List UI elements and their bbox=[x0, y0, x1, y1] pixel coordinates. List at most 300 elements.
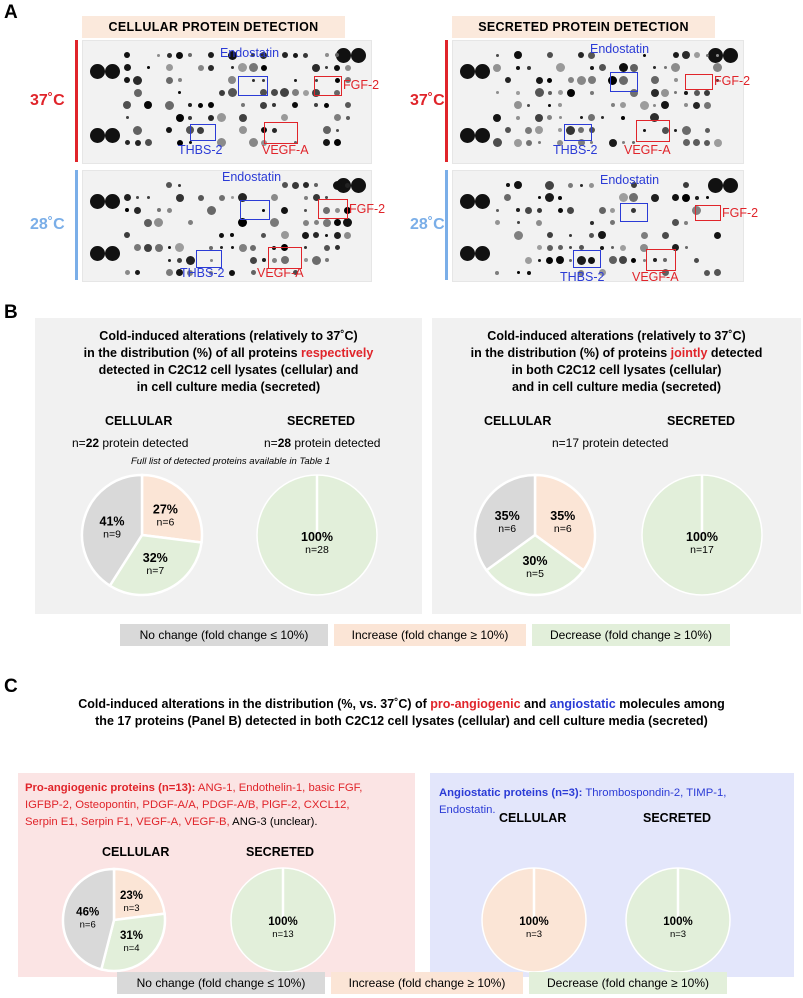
blot-spot bbox=[314, 183, 318, 187]
blot-spot bbox=[133, 76, 142, 85]
blot-spot bbox=[619, 256, 627, 264]
blot-spot bbox=[682, 51, 690, 59]
blot-spot bbox=[175, 243, 184, 252]
blot-spot bbox=[168, 259, 171, 262]
blot-spot bbox=[516, 116, 520, 120]
blot-spot bbox=[178, 91, 181, 94]
pro-line2: IGFBP-2, Osteopontin, PDGF-A/A, PDGF-A/B, PlGF-2, CXCL12, bbox=[25, 799, 350, 811]
blot-spot bbox=[609, 256, 617, 264]
blot-spot bbox=[335, 245, 340, 250]
box-fgf2-c28 bbox=[318, 199, 348, 219]
pie-c1-label-2: 46% bbox=[76, 906, 100, 919]
blot-spot bbox=[334, 139, 341, 146]
pie-c2-count-0: n=13 bbox=[272, 929, 294, 941]
panel-b-left-title bbox=[35, 328, 422, 396]
blot-spot bbox=[580, 116, 583, 119]
blot-spot bbox=[589, 183, 594, 188]
blot-spot bbox=[672, 219, 679, 226]
blot-spot bbox=[219, 90, 225, 96]
blot-spot bbox=[580, 184, 583, 187]
blot-spot bbox=[599, 64, 606, 71]
blot-spot bbox=[536, 77, 543, 84]
n-prefix: n= bbox=[264, 436, 278, 450]
temp-28-right: 28˚C bbox=[410, 216, 445, 233]
blot-spot bbox=[516, 66, 520, 70]
blot-spot bbox=[600, 246, 604, 250]
blot-spot bbox=[558, 245, 563, 250]
pie-c-pro-cellular bbox=[61, 867, 167, 973]
blot-spot bbox=[345, 65, 351, 71]
blot-reference-spot bbox=[460, 246, 475, 261]
title-line2-em: jointly bbox=[670, 346, 708, 360]
pie-c1-count-2: n=6 bbox=[79, 919, 96, 931]
blot-spot bbox=[325, 258, 329, 262]
blot-spot bbox=[609, 139, 617, 147]
temp-37-left: 37˚C bbox=[30, 92, 65, 109]
blot-reference-spot bbox=[708, 178, 723, 193]
blot-spot bbox=[134, 244, 141, 251]
blot-spot bbox=[527, 104, 530, 107]
blot-spot bbox=[281, 207, 288, 214]
pie-c4-count-0: n=3 bbox=[669, 929, 687, 941]
blot-spot bbox=[651, 89, 659, 97]
pie-b1-label-0: 27% bbox=[152, 502, 178, 517]
blot-spot bbox=[336, 129, 339, 132]
blot-spot bbox=[334, 219, 341, 226]
blot-spot bbox=[694, 52, 700, 58]
label-thbs2-c28: THBS-2 bbox=[180, 266, 225, 280]
pie-b1-count-1: n=7 bbox=[146, 565, 165, 578]
c-title-pre: Cold-induced alterations in the distribution (%, vs. 37˚C) of bbox=[78, 697, 431, 711]
blot-spot bbox=[314, 220, 319, 225]
blot-spot bbox=[661, 89, 669, 97]
blot-spot bbox=[334, 232, 341, 239]
blot-spot bbox=[324, 245, 330, 251]
n-value: 22 bbox=[85, 436, 100, 450]
blot-spot bbox=[569, 246, 572, 249]
blot-spot bbox=[578, 52, 584, 58]
pro-line1 bbox=[25, 780, 415, 797]
blot-spot bbox=[167, 53, 172, 58]
blot-spot bbox=[496, 209, 499, 212]
blot-spot bbox=[567, 89, 575, 97]
blot-spot bbox=[281, 114, 288, 121]
blot-spot bbox=[685, 246, 688, 249]
blot-spot bbox=[671, 63, 680, 72]
b-right-secreted-head: SECRETED bbox=[667, 414, 736, 428]
blot-spot bbox=[198, 65, 204, 71]
blot-spot bbox=[133, 126, 142, 135]
blot-spot bbox=[219, 195, 225, 201]
blot-spot bbox=[611, 103, 615, 107]
blot-spot bbox=[123, 101, 131, 109]
blot-spot bbox=[251, 270, 256, 275]
c-title-line1 bbox=[0, 696, 803, 713]
blot-spot bbox=[547, 115, 552, 120]
blot-spot bbox=[556, 256, 564, 264]
box-thbs2-c37 bbox=[190, 124, 216, 141]
legend-c-no-change: No change (fold change ≤ 10%) bbox=[117, 972, 325, 994]
blot-spot bbox=[157, 54, 160, 57]
pie-b1-label-2: 41% bbox=[99, 514, 125, 529]
blot-spot bbox=[333, 181, 342, 190]
blot-spot bbox=[517, 271, 520, 274]
blot-spot bbox=[166, 127, 172, 133]
blot-spot bbox=[538, 141, 541, 144]
blot-spot bbox=[599, 207, 606, 214]
blot-spot bbox=[292, 182, 299, 189]
pie-b2-count-0: n=28 bbox=[305, 544, 329, 557]
blot-spot bbox=[303, 90, 309, 96]
title-line1: Cold-induced alterations (relatively to 37˚C) bbox=[487, 329, 746, 343]
blot-spot bbox=[714, 269, 721, 276]
blot-spot bbox=[610, 220, 615, 225]
blot-spot bbox=[134, 89, 142, 97]
blot-spot bbox=[312, 256, 321, 265]
box-thbs2-s37 bbox=[564, 124, 592, 141]
pie-b4-label-0: 100% bbox=[686, 530, 718, 545]
blot-spot bbox=[559, 116, 562, 119]
pro-line1-text: ANG-1, Endothelin-1, basic FGF, bbox=[195, 782, 363, 794]
blot-spot bbox=[567, 207, 574, 214]
label-endostatin-c37: Endostatin bbox=[220, 46, 280, 60]
blot-spot bbox=[630, 64, 638, 72]
blot-spot bbox=[188, 116, 192, 120]
blot-spot bbox=[514, 101, 522, 109]
b-right-cellular-head: CELLULAR bbox=[484, 414, 552, 428]
blot-spot bbox=[166, 269, 173, 276]
blot-spot bbox=[694, 90, 700, 96]
box-vegfa-c37 bbox=[264, 122, 298, 144]
blot-spot bbox=[126, 116, 129, 119]
blot-spot bbox=[345, 102, 351, 108]
blot-spot bbox=[124, 77, 130, 83]
temp-37-right: 37˚C bbox=[410, 92, 445, 109]
panel-b-letter: B bbox=[4, 302, 18, 323]
warm-bar-left bbox=[75, 40, 78, 162]
blot-spot bbox=[496, 91, 499, 94]
legend-c-decrease: Decrease (fold change ≥ 10%) bbox=[529, 972, 727, 994]
blot-spot bbox=[525, 207, 532, 214]
pie-b-left-secreted bbox=[255, 473, 379, 597]
blot-spot bbox=[239, 114, 247, 122]
box-fgf2-s28 bbox=[695, 205, 721, 221]
blot-spot bbox=[674, 78, 678, 82]
label-endostatin-c28: Endostatin bbox=[222, 170, 282, 184]
anti-line2: Endostatin. bbox=[439, 804, 496, 816]
label-vegfa-c28: VEGF-A bbox=[257, 266, 304, 280]
blot-spot bbox=[514, 51, 522, 59]
blot-spot bbox=[538, 196, 541, 199]
blot-spot bbox=[334, 114, 341, 121]
blot-spot bbox=[631, 258, 636, 263]
blot-spot bbox=[590, 91, 594, 95]
blot-spot bbox=[335, 53, 339, 57]
pie-c1-count-1: n=4 bbox=[123, 942, 140, 954]
blot-spot bbox=[303, 220, 309, 226]
pie-c-anti-cellular bbox=[480, 866, 588, 974]
blot-spot bbox=[147, 66, 150, 69]
label-endostatin-s37: Endostatin bbox=[590, 42, 650, 56]
blot-spot bbox=[589, 233, 594, 238]
cellular-detection-title: CELLULAR PROTEIN DETECTION bbox=[82, 16, 345, 38]
blot-spot bbox=[176, 52, 183, 59]
c-title-post: molecules among bbox=[615, 697, 725, 711]
blot-spot bbox=[601, 116, 604, 119]
blot-spot bbox=[261, 233, 266, 238]
blot-spot bbox=[135, 270, 140, 275]
blot-spot bbox=[672, 194, 679, 201]
blot-spot bbox=[124, 194, 131, 201]
blot-spot bbox=[716, 54, 719, 57]
blot-spot bbox=[714, 232, 721, 239]
blot-reference-spot bbox=[351, 48, 366, 63]
blot-spot bbox=[312, 64, 320, 72]
blot-spot bbox=[651, 194, 659, 202]
blot-spot bbox=[620, 102, 626, 108]
box-vegfa-s37 bbox=[636, 120, 670, 142]
blot-spot bbox=[325, 234, 328, 237]
blot-spot bbox=[493, 64, 501, 72]
blot-spot bbox=[249, 138, 258, 147]
label-vegfa-s28: VEGF-A bbox=[632, 270, 679, 284]
blot-spot bbox=[568, 77, 574, 83]
blot-spot bbox=[136, 196, 139, 199]
blot-spot bbox=[208, 102, 214, 108]
blot-spot bbox=[674, 91, 677, 94]
blot-spot bbox=[144, 101, 152, 109]
blot-reference-spot bbox=[105, 128, 120, 143]
blot-spot bbox=[188, 220, 193, 225]
blot-spot bbox=[674, 129, 677, 132]
blot-spot bbox=[304, 246, 307, 249]
pie-c1-count-0: n=3 bbox=[123, 903, 140, 915]
blot-spot bbox=[684, 221, 688, 225]
blot-spot bbox=[536, 220, 542, 226]
blot-spot bbox=[537, 208, 542, 213]
blot-spot bbox=[505, 127, 511, 133]
blot-spot bbox=[178, 184, 181, 187]
blot-spot bbox=[304, 258, 308, 262]
blot-spot bbox=[271, 194, 278, 201]
title-line2-pre: in the distribution (%) of all proteins bbox=[83, 346, 302, 360]
blot-reference-spot bbox=[723, 48, 738, 63]
blot-spot bbox=[178, 78, 182, 82]
blot-spot bbox=[144, 219, 152, 227]
blot-spot bbox=[282, 182, 288, 188]
pro-line3 bbox=[25, 814, 415, 831]
blot-spot bbox=[640, 101, 649, 110]
blot-spot bbox=[661, 101, 669, 109]
blot-spot bbox=[303, 182, 309, 188]
blot-spot bbox=[610, 208, 615, 213]
b-right-n: n=17 protein detected bbox=[552, 436, 669, 450]
blot-spot bbox=[207, 206, 216, 215]
box-endostatin-s28 bbox=[620, 203, 648, 222]
blot-spot bbox=[682, 126, 691, 135]
blot-spot bbox=[208, 52, 214, 58]
b-left-cellular-head: CELLULAR bbox=[105, 414, 173, 428]
blot-spot bbox=[546, 257, 553, 264]
blot-spot bbox=[346, 116, 350, 120]
blot-spot bbox=[525, 257, 532, 264]
blot-spot bbox=[514, 139, 522, 147]
blot-spot bbox=[294, 79, 297, 82]
pro-line3-text: Serpin E1, Serpin F1, VEGF-A, VEGF-B, bbox=[25, 816, 230, 828]
blot-spot bbox=[653, 66, 656, 69]
pie-b4-count-0: n=17 bbox=[690, 544, 714, 557]
blot-reference-spot bbox=[475, 194, 490, 209]
blot-spot bbox=[165, 101, 174, 110]
blot-spot bbox=[619, 63, 628, 72]
label-thbs2-c37: THBS-2 bbox=[178, 143, 223, 157]
blot-spot bbox=[219, 233, 224, 238]
blot-spot bbox=[713, 63, 722, 72]
blot-spot bbox=[535, 114, 543, 122]
blot-spot bbox=[292, 102, 298, 108]
blot-spot bbox=[547, 78, 552, 83]
blot-spot bbox=[198, 103, 203, 108]
c-title-red: pro-angiogenic bbox=[430, 697, 521, 711]
title-line2 bbox=[35, 345, 422, 362]
blot-spot bbox=[154, 218, 163, 227]
blot-spot bbox=[569, 259, 572, 262]
blot-spot bbox=[527, 66, 531, 70]
blot-spot bbox=[558, 196, 562, 200]
pie-b3-label-0: 35% bbox=[550, 508, 576, 523]
blot-spot bbox=[271, 89, 278, 96]
title-line3: in both C2C12 cell lysates (cellular) bbox=[511, 363, 722, 377]
blot-spot bbox=[704, 90, 710, 96]
panel-a-letter: A bbox=[4, 2, 18, 23]
blot-spot bbox=[538, 259, 541, 262]
blot-spot bbox=[325, 53, 329, 57]
label-vegfa-s37: VEGF-A bbox=[624, 143, 671, 157]
blot-reference-spot bbox=[460, 128, 475, 143]
blot-spot bbox=[569, 234, 572, 237]
blot-spot bbox=[249, 63, 258, 72]
label-endostatin-s28: Endostatin bbox=[600, 173, 660, 187]
c-left-cellular-head: CELLULAR bbox=[102, 845, 170, 859]
blot-spot bbox=[495, 271, 499, 275]
blot-spot bbox=[621, 116, 625, 120]
title-line2 bbox=[432, 345, 801, 362]
blot-spot bbox=[537, 245, 542, 250]
blot-spot bbox=[535, 88, 544, 97]
blot-spot bbox=[270, 218, 279, 227]
blot-spot bbox=[250, 257, 257, 264]
blot-spot bbox=[598, 231, 606, 239]
pro-line3-black: ANG-3 (unclear). bbox=[229, 816, 318, 828]
title-line2-post: detected bbox=[707, 346, 763, 360]
blot-spot bbox=[629, 193, 638, 202]
title-line4: in cell culture media (secreted) bbox=[136, 380, 321, 394]
box-endostatin-c37 bbox=[238, 76, 268, 96]
pie-b-right-secreted bbox=[640, 473, 764, 597]
pie-b2-label-0: 100% bbox=[301, 530, 333, 545]
blot-spot bbox=[134, 207, 141, 214]
pie-c2-label-0: 100% bbox=[268, 916, 298, 929]
blot-spot bbox=[547, 232, 553, 238]
blot-spot bbox=[208, 65, 214, 71]
blot-spot bbox=[548, 104, 551, 107]
blot-spot bbox=[280, 88, 289, 97]
blot-spot bbox=[705, 128, 710, 133]
blot-reference-spot bbox=[90, 246, 105, 261]
blot-spot bbox=[260, 102, 267, 109]
blot-reference-spot bbox=[351, 178, 366, 193]
panel-b-right-title bbox=[432, 328, 801, 396]
blot-reference-spot bbox=[460, 64, 475, 79]
blot-spot bbox=[641, 232, 648, 239]
blot-spot bbox=[517, 221, 520, 224]
blot-spot bbox=[124, 52, 130, 58]
blot-spot bbox=[662, 232, 669, 239]
blot-spot bbox=[168, 246, 171, 249]
anti-heading: Angiostatic proteins (n=3): bbox=[439, 787, 583, 799]
secreted-detection-title: SECRETED PROTEIN DETECTION bbox=[452, 16, 715, 38]
pie-b3-count-2: n=6 bbox=[498, 522, 517, 535]
blot-spot bbox=[545, 193, 554, 202]
blot-reference-spot bbox=[475, 246, 490, 261]
blot-spot bbox=[556, 63, 565, 72]
pie-c-anti-secreted bbox=[624, 866, 732, 974]
blot-spot bbox=[493, 114, 501, 122]
n-prefix: n= bbox=[72, 436, 86, 450]
blot-spot bbox=[683, 182, 689, 188]
blot-spot bbox=[345, 183, 350, 188]
title-line1: Cold-induced alterations (relatively to 37˚C) bbox=[99, 329, 358, 343]
blot-spot bbox=[176, 114, 184, 122]
blot-spot bbox=[302, 232, 309, 239]
blot-spot bbox=[706, 54, 709, 57]
blot-spot bbox=[166, 77, 173, 84]
label-thbs2-s37: THBS-2 bbox=[553, 143, 598, 157]
blot-spot bbox=[547, 245, 553, 251]
blot-reference-spot bbox=[90, 128, 105, 143]
blot-spot bbox=[313, 232, 319, 238]
blot-spot bbox=[323, 219, 331, 227]
blot-spot bbox=[186, 256, 195, 265]
angiostatic-list bbox=[439, 785, 789, 819]
blot-spot bbox=[144, 244, 152, 252]
blot-spot bbox=[651, 76, 659, 84]
pie-b1-label-1: 32% bbox=[142, 551, 168, 566]
title-line4: and in cell culture media (secreted) bbox=[511, 380, 722, 394]
blot-spot bbox=[188, 103, 192, 107]
title-line2-pre: in the distribution (%) of proteins bbox=[470, 346, 671, 360]
blot-spot bbox=[504, 194, 511, 201]
blot-spot bbox=[568, 183, 573, 188]
blot-spot bbox=[706, 196, 709, 199]
blot-spot bbox=[558, 90, 563, 95]
blot-spot bbox=[314, 103, 318, 107]
blot-reference-spot bbox=[90, 64, 105, 79]
pro-heading: Pro-angiogenic proteins (n=13): bbox=[25, 782, 196, 794]
blot-spot bbox=[238, 63, 247, 72]
blot-spot bbox=[292, 89, 299, 96]
blot-spot bbox=[682, 194, 690, 202]
pie-b1-count-0: n=6 bbox=[156, 516, 175, 529]
blot-spot bbox=[167, 208, 172, 213]
blot-spot bbox=[282, 52, 288, 58]
blot-spot bbox=[548, 91, 552, 95]
blot-spot bbox=[261, 65, 267, 71]
blot-spot bbox=[527, 271, 531, 275]
blot-reference-spot bbox=[90, 194, 105, 209]
blot-spot bbox=[526, 140, 532, 146]
c-title-line2: the 17 proteins (Panel B) detected in both C2C12 cell lysates (cellular) and cell culture media (secreted) bbox=[95, 714, 708, 728]
